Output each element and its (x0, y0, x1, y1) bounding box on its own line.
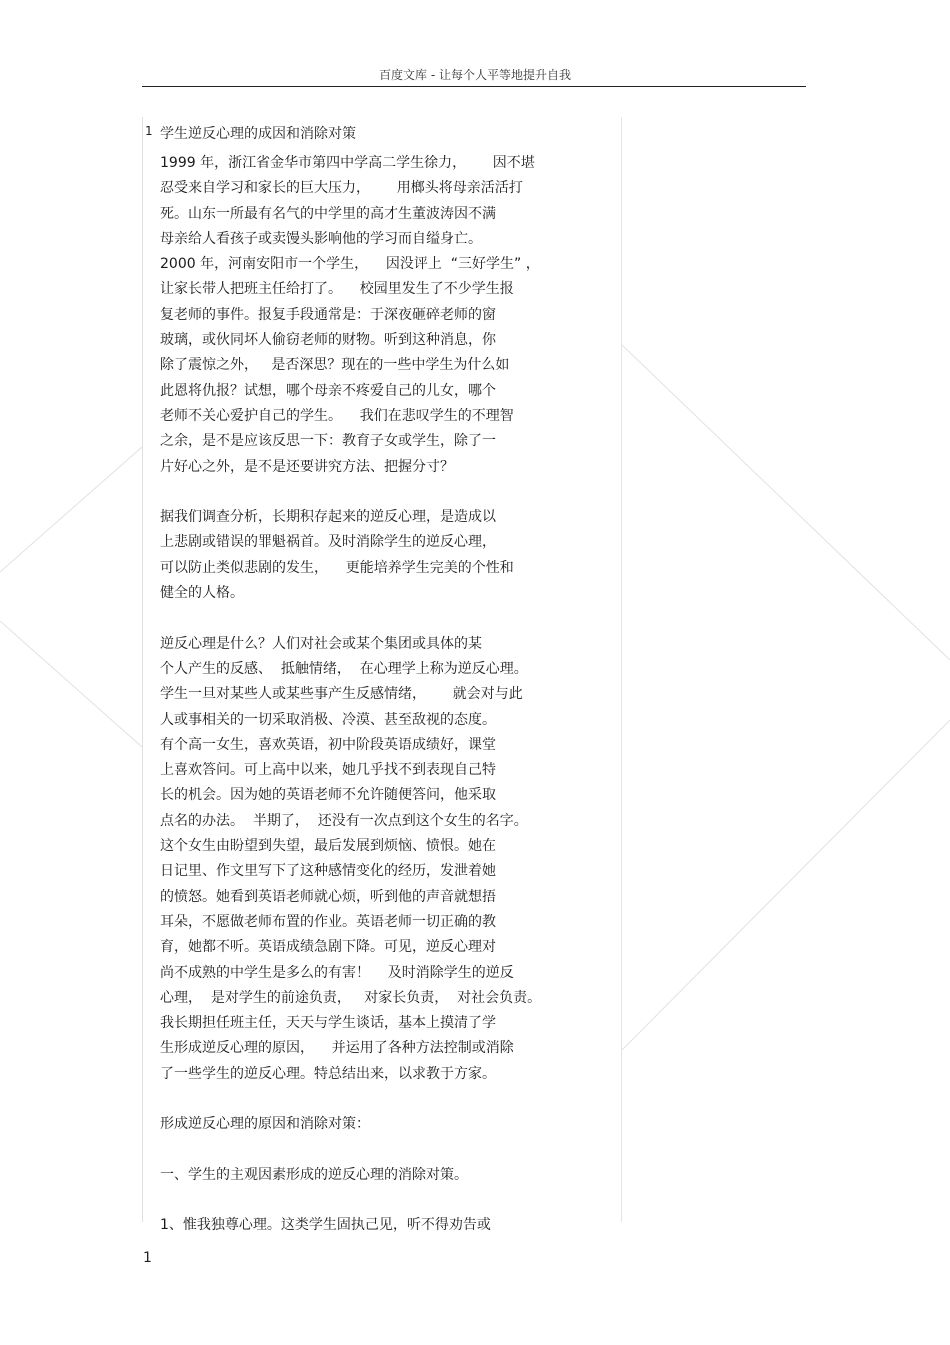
text-line: 母亲给人看孩子或卖馒头影响他的学习而自缢身亡。 (160, 230, 482, 247)
text-line: 的愤怒。她看到英语老师就心烦，听到他的声音就想捂 (160, 888, 496, 905)
paragraph-gap (160, 1087, 620, 1112)
paragraph (160, 1112, 620, 1137)
content-frame-left-border (142, 117, 143, 1222)
fold-line-left-lower (0, 621, 142, 747)
text-line: 点名的办法。 半期了， 还没有一次点到这个女生的名字。 (160, 812, 528, 829)
text-line: 片好心之外，是不是还要讲究方法、把握分寸？ (160, 458, 454, 475)
text-line: 耳朵，不愿做老师布置的作业。英语老师一切正确的教 (160, 913, 496, 930)
text-line: 2000 年，河南安阳市一个学生， 因没评上 “三好学生” ， (160, 256, 540, 273)
fold-line-left-upper (0, 447, 142, 572)
text-line: 死。山东一所最有名气的中学里的高才生董波涛因不满 (160, 205, 496, 222)
text-line: 上悲剧或错误的罪魁祸首。及时消除学生的逆反心理， (160, 534, 496, 551)
article-body (160, 151, 620, 1239)
text-line: 我长期担任班主任，天天与学生谈话，基本上摸清了学 (160, 1015, 496, 1032)
content-frame-right-border (621, 117, 622, 1222)
text-line: 忍受来自学习和家长的巨大压力， 用榔头将母亲活活打 (160, 180, 523, 197)
text-line: 1999 年，浙江省金华市第四中学高二学生徐力， 因不堪 (160, 155, 535, 171)
text-line: 健全的人格。 (160, 585, 244, 602)
paragraph-gap (160, 480, 620, 505)
text-line: 有个高一女生，喜欢英语，初中阶段英语成绩好，课堂 (160, 736, 496, 753)
header-rule (142, 86, 806, 87)
text-line: 之余，是不是应该反思一下：教育子女或学生，除了一 (160, 433, 496, 450)
text-line: 人或事相关的一切采取消极、冷漠、甚至敌视的态度。 (160, 711, 496, 728)
section-number: 1 (145, 124, 153, 138)
paragraph (160, 1213, 620, 1238)
text-line: 老师不关心爱护自己的学生。 我们在悲叹学生的不理智 (160, 407, 514, 424)
paragraph (160, 151, 620, 480)
text-line: 让家长带人把班主任给打了。 校园里发生了不少学生报 (160, 281, 514, 298)
text-line: 一、学生的主观因素形成的逆反心理的消除对策。 (160, 1166, 468, 1183)
text-line: 复老师的事件。报复手段通常是：于深夜砸碎老师的窗 (160, 306, 496, 323)
page-number: 1 (143, 1250, 152, 1266)
paragraph-gap (160, 1188, 620, 1213)
text-line: 据我们调查分析，长期积存起来的逆反心理，是造成以 (160, 509, 496, 526)
text-line: 生形成逆反心理的原因， 并运用了各种方法控制或消除 (160, 1040, 514, 1057)
text-line: 玻璃，或伙同坏人偷窃老师的财物。听到这种消息，你 (160, 332, 496, 349)
text-line: 上喜欢答问。可上高中以来，她几乎找不到表现自己特 (160, 762, 496, 779)
text-line: 除了震惊之外， 是否深思？现在的一些中学生为什么如 (160, 357, 510, 374)
text-line: 尚不成熟的中学生是多么的有害！ 及时消除学生的逆反 (160, 964, 514, 981)
paragraph-gap (160, 606, 620, 631)
paragraph (160, 1163, 620, 1188)
text-line: 形成逆反心理的原因和消除对策： (160, 1116, 370, 1133)
fold-line-right-upper (622, 345, 950, 660)
text-line: 学生一旦对某些人或某些事产生反感情绪， 就会对与此 (160, 686, 523, 703)
text-line: 育，她都不听。英语成绩急剧下降。可见，逆反心理对 (160, 939, 496, 956)
text-line: 逆反心理是什么？人们对社会或某个集团或具体的某 (160, 635, 482, 652)
text-line: 日记里、作文里写下了这种感情变化的经历，发泄着她 (160, 863, 496, 880)
text-line: 心理， 是对学生的前途负责， 对家长负责， 对社会负责。 (160, 989, 542, 1006)
text-line: 1、惟我独尊心理。这类学生固执己见，听不得劝告或 (160, 1217, 491, 1234)
page-header: 百度文库 - 让每个人平等地提升自我 (379, 68, 571, 82)
text-line: 可以防止类似悲剧的发生， 更能培养学生完美的个性和 (160, 559, 514, 576)
fold-line-right-lower (622, 720, 950, 1050)
text-line: 这个女生由盼望到失望，最后发展到烦恼、愤恨。她在 (160, 838, 496, 855)
text-line: 长的机会。因为她的英语老师不允许随便答问，他采取 (160, 787, 496, 804)
paragraph (160, 505, 620, 606)
text-line: 个人产生的反感、 抵触情绪， 在心理学上称为逆反心理。 (160, 660, 528, 677)
section-title: 学生逆反心理的成因和消除对策 (160, 126, 356, 142)
paragraph (160, 632, 620, 1087)
paragraph-gap (160, 1138, 620, 1163)
text-line: 此恩将仇报？试想，哪个母亲不疼爱自己的儿女，哪个 (160, 382, 496, 399)
text-line: 了一些学生的逆反心理。特总结出来，以求教于方家。 (160, 1065, 496, 1082)
